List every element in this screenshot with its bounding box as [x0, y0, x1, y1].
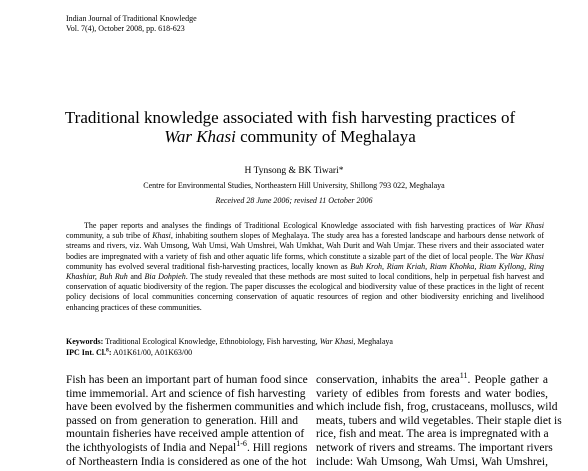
- body-line: which include fish, frog, crustaceans, molluscs, wild: [316, 401, 558, 414]
- abstract-italic: War Khasi: [510, 251, 545, 261]
- body-column-left: [66, 374, 314, 469]
- ipc-text: A01K61/00, A01K63/00: [111, 348, 193, 357]
- abstract-text: community, a sub tribe of: [66, 231, 153, 241]
- authors: H Tynsong & BK Tiwari*: [244, 166, 344, 176]
- abstract-text: , inhabiting southern slopes of Meghalaya. The study area has a forested landscape and harbours dense network of streams and rivers, viz. Wah Umsong, Wah Umsi, Wah Umshrei, Wah Umkhat, Wah Durit and Wah Umjar. These rivers and their associated water bodies are impregnated with a variety of fish and other aquatic life forms, which constitute a sizable part of the diet of local people. The: [66, 231, 544, 261]
- abstract-italic: Buh Kroh, Riam Kriah, Riam Khohka, Riam Kyllong, Ring Khashiar, Buh Ruh: [66, 261, 544, 282]
- body-line: meats, tubers and wild vegetables. Their staple diet is: [316, 414, 562, 427]
- body-line: of Northeastern India is considered as one of the hot: [66, 455, 307, 468]
- affiliation: Centre for Environmental Studies, Northeastern Hill University, Shillong 793 022, Meghalaya: [143, 181, 445, 190]
- keywords-italic: War Khasi: [319, 337, 354, 346]
- body-text: . Hill regions: [246, 441, 308, 454]
- body-line: network of rivers and streams. The important rivers: [316, 441, 553, 454]
- journal-header: [66, 14, 197, 34]
- keywords: [66, 337, 544, 347]
- ipc-classification: [66, 348, 544, 358]
- abstract: [66, 221, 544, 313]
- body-line: mountain fisheries have received ample attention of: [66, 428, 305, 441]
- keywords-label: Keywords:: [66, 337, 104, 346]
- abstract-italic: Khasi: [152, 231, 171, 241]
- title-line-2: [60, 127, 520, 146]
- title-line-1: Traditional knowledge associated with fish harvesting practices of: [64, 108, 516, 127]
- article-title: [60, 108, 520, 146]
- body-column-right: [316, 371, 562, 469]
- body-line: rice, fish and meat. The area is impregnated with a: [316, 428, 549, 441]
- abstract-italic: Bia Dohpieh: [144, 272, 186, 282]
- received-dates: Received 28 June 2006; revised 11 October 2006: [215, 196, 373, 205]
- abstract-text: community has evolved several traditional fish-harvesting practices, locally known as: [66, 261, 351, 271]
- abstract-italic: War Khasi: [508, 221, 545, 230]
- body-line: [66, 439, 308, 456]
- body-line: include: Wah Umsong, Wah Umsi, Wah Umshrei,: [316, 455, 548, 468]
- citation-sup: 11: [459, 371, 468, 381]
- body-line: passed on from generation to generation. Hill and: [66, 414, 298, 427]
- ipc-sup: 8: [106, 347, 109, 354]
- body-line: time immemorial. Art and science of fish harvesting: [66, 387, 306, 400]
- body-line: variety of edibles from forests and water bodies,: [316, 387, 548, 400]
- journal-volume: Vol. 7(4), October 2008, pp. 618-623: [66, 24, 185, 33]
- body-text: the ichthyologists of India and Nepal: [66, 441, 237, 454]
- title-rest: community of Meghalaya: [235, 127, 416, 146]
- body-text: conservation, inhabits the area: [316, 374, 460, 386]
- body-line: Fish has been an important part of human food since: [66, 374, 308, 386]
- journal-name: Indian Journal of Traditional Knowledge: [66, 14, 197, 23]
- body-line: have been evolved by the fishermen communities and: [66, 401, 314, 414]
- title-italic: War Khasi: [164, 127, 236, 146]
- keywords-text: Traditional Ecological Knowledge, Ethnobiology, Fish harvesting,: [103, 337, 320, 346]
- body-line: [316, 371, 548, 388]
- ipc-label: IPC Int. Cl.: [66, 348, 107, 357]
- ipc-colon: :: [108, 348, 112, 357]
- body-text: . People gather a: [467, 374, 548, 386]
- citation-sup: 1-6: [236, 439, 247, 449]
- abstract-text: and: [127, 272, 145, 282]
- abstract-text: . The study revealed that these methods are most suited to local conditions, help in perpetual fish harvest and conservation of aquatic biodiversity of the region. The paper discusses the ecological and biodiversity value of these practices in the light of recent policy decisions of local communities concerning conservation of aquatic resources of region and other biodiversity enriching and livelihood enhancing practices of these communities.: [66, 272, 544, 312]
- abstract-text: The paper reports and analyses the findings of Traditional Ecological Knowledge associated with fish harvesting practices of: [84, 221, 509, 230]
- keywords-tail: , Meghalaya: [353, 337, 393, 346]
